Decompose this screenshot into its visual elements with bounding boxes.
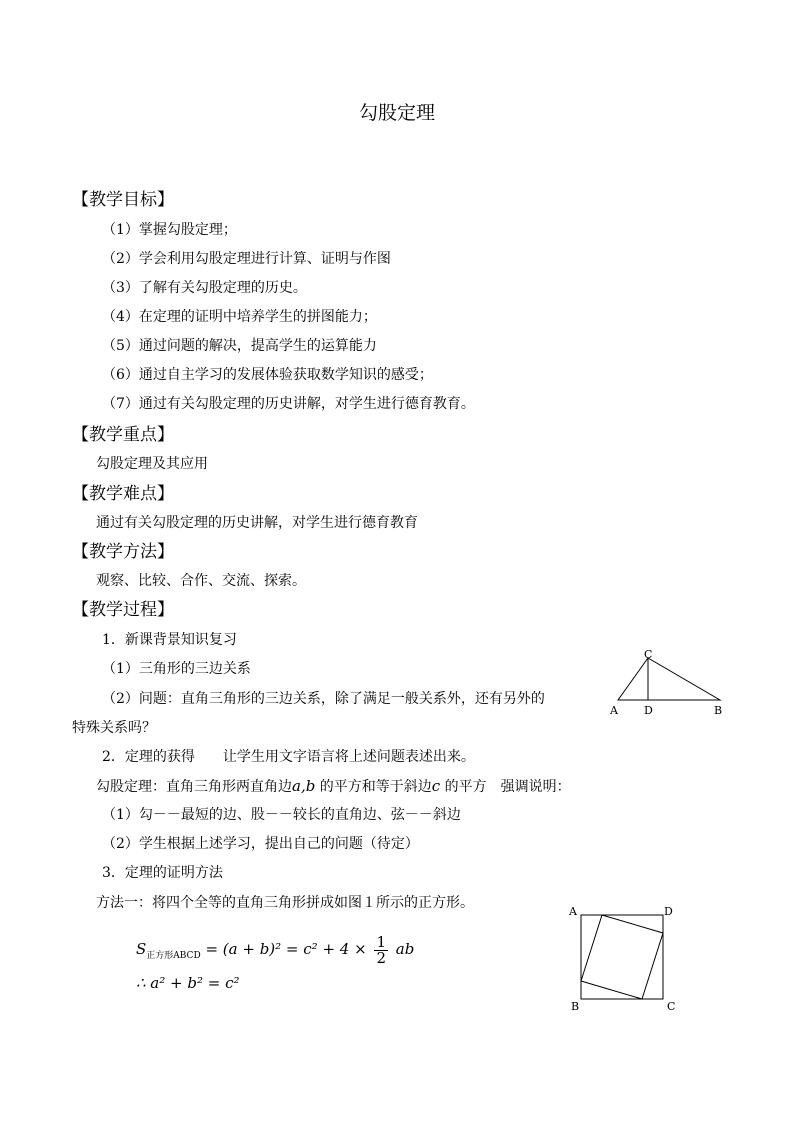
process-step-1-q2-line2: 特殊关系吗？ bbox=[72, 720, 156, 736]
fraction-denominator: 2 bbox=[376, 948, 386, 967]
theorem-part-b: 的平方和等于斜边 bbox=[315, 779, 432, 795]
square-label-b: B bbox=[571, 1000, 580, 1013]
label-c: C bbox=[644, 648, 653, 661]
inner-square bbox=[581, 915, 663, 999]
formula-line-1 bbox=[136, 932, 414, 973]
triangle-figure bbox=[606, 648, 726, 720]
key-points-text: 勾股定理及其应用 bbox=[96, 456, 208, 472]
formula-eq1-right: ab bbox=[395, 940, 415, 958]
goal-item-3: （3）了解有关勾股定理的历史。 bbox=[102, 280, 307, 296]
method-1-text: 方法一：将四个全等的直角三角形拼成如图１所示的正方形。 bbox=[96, 895, 474, 911]
fraction-numerator: 1 bbox=[376, 932, 386, 951]
heading-difficulties: 【教学难点】 bbox=[72, 484, 174, 504]
goal-item-6: （6）通过自主学习的发展体验获取数学知识的感受； bbox=[102, 367, 433, 383]
area-subscript: 正方形ABCD bbox=[146, 951, 201, 961]
theorem-var-ab: a,b bbox=[292, 777, 316, 795]
methods-text: 观察、比较、合作、交流、探索。 bbox=[96, 573, 306, 589]
theorem-part-a: 勾股定理：直角三角形两直角边 bbox=[96, 779, 292, 795]
theorem-part-d: 的平方 强调说明： bbox=[440, 779, 571, 795]
area-symbol: S bbox=[136, 940, 147, 958]
page-title: 勾股定理 bbox=[358, 102, 435, 124]
fraction-one-half bbox=[374, 932, 388, 967]
label-b: B bbox=[714, 704, 723, 717]
note-1: （1）勾－－最短的边、股－－较长的直角边、弦－－斜边 bbox=[102, 807, 461, 823]
heading-key-points: 【教学重点】 bbox=[72, 425, 174, 445]
label-a: A bbox=[610, 704, 618, 717]
process-step-1: 1．新课背景知识复习 bbox=[102, 632, 237, 648]
heading-methods: 【教学方法】 bbox=[72, 542, 174, 562]
formula-line-2: ∴ a² + b² = c² bbox=[136, 974, 240, 992]
process-step-1-q2-line1: （2）问题：直角三角形的三边关系，除了满足一般关系外，还有另外的 bbox=[102, 691, 545, 707]
goal-item-4: （4）在定理的证明中培养学生的拼图能力； bbox=[102, 309, 377, 325]
theorem-line bbox=[96, 777, 571, 796]
process-step-3: 3．定理的证明方法 bbox=[102, 865, 223, 881]
square-figure bbox=[566, 902, 682, 1014]
theorem-var-c: c bbox=[431, 777, 441, 795]
outer-square bbox=[581, 915, 663, 999]
square-label-a: A bbox=[569, 905, 577, 918]
goal-item-7: （7）通过有关勾股定理的历史讲解，对学生进行德育教育。 bbox=[102, 396, 475, 412]
square-label-c: C bbox=[667, 1000, 676, 1013]
difficulties-text: 通过有关勾股定理的历史讲解，对学生进行德育教育 bbox=[96, 515, 418, 531]
heading-goals: 【教学目标】 bbox=[72, 190, 174, 210]
formula-eq1-left: = (a + b)² = c² + 4 × bbox=[205, 940, 367, 958]
process-step-1-q1: （1）三角形的三边关系 bbox=[102, 661, 251, 677]
goal-item-2: （2）学会利用勾股定理进行计算、证明与作图 bbox=[102, 251, 391, 267]
process-step-2: 2．定理的获得 让学生用文字语言将上述问题表述出来。 bbox=[102, 749, 475, 765]
heading-process: 【教学过程】 bbox=[72, 600, 174, 620]
right-triangle-shape bbox=[618, 658, 720, 700]
goal-item-5: （5）通过问题的解决，提高学生的运算能力 bbox=[102, 338, 377, 354]
note-2: （2）学生根据上述学习，提出自己的问题（待定） bbox=[102, 836, 419, 852]
square-label-d: D bbox=[664, 905, 673, 918]
label-d: D bbox=[644, 704, 653, 717]
goal-item-1: （1）掌握勾股定理； bbox=[102, 222, 237, 238]
